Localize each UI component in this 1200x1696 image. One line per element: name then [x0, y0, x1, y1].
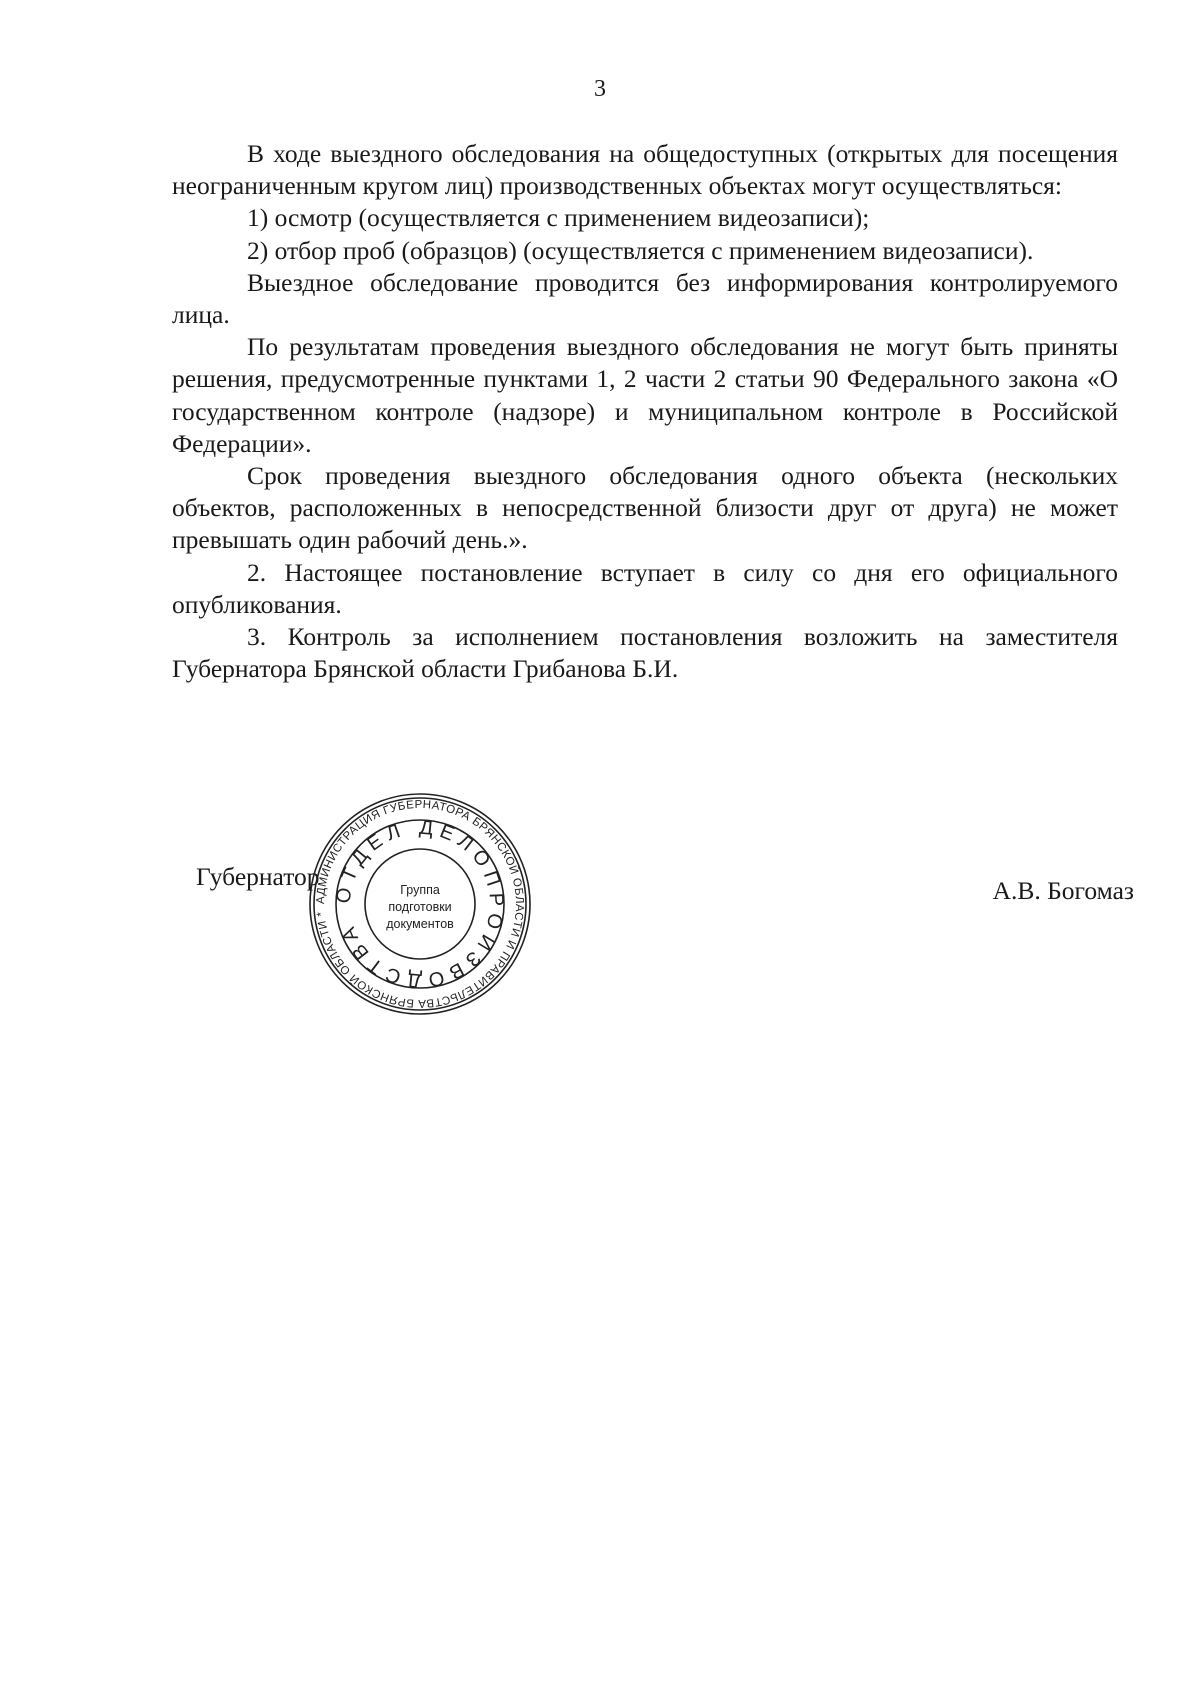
list-item-inspection: 1) осмотр (осуществляется с применением видеозаписи);: [247, 203, 870, 233]
stamp-center-line-3: документов: [386, 917, 454, 931]
stamp-center-line-1: Группа: [400, 883, 440, 897]
paragraph-decisions: По результатам проведения выездного обследования не могут быть приняты решения, предусмотренные пунктами 1, 2 части 2 статьи 90 Федерального закона «О государственном контроле (надзоре) и муниципальном контроле в Российской Федерации».: [172, 332, 1118, 458]
paragraph-effective-date: 2. Настоящее постановление вступает в силу со дня его официального опубликования.: [172, 557, 1118, 619]
signature-title: Губернатор: [196, 862, 320, 891]
stamp-outer-text: АДМИНИСТРАЦИЯ ГУБЕРНАТОРА БРЯНСКОЙ ОБЛАСТИ И ПРАВИТЕЛЬСТВА БРЯНСКОЙ ОБЛАСТИ *: [314, 798, 526, 1010]
paragraph-no-notice: Выездное обследование проводится без информирования контролируемого лица.: [172, 267, 1118, 330]
page-number: 3: [594, 76, 606, 102]
paragraph-intro: В ходе выездного обследования на общедоступных (открытых для посещения неограниченным кругом лиц) производственных объектах могут осуществляться:: [172, 139, 1118, 201]
stamp-center-line-2: подготовки: [388, 900, 452, 914]
official-stamp: [306, 790, 534, 1018]
document-body: [172, 138, 1118, 685]
paragraph-duration: Срок проведения выездного обследования одного объекта (нескольких объектов, расположенных в непосредственной близости друг от друга) не может превышать один рабочий день.».: [172, 461, 1118, 555]
list-item-sampling: 2) отбор проб (образцов) (осуществляется с применением видеозаписи).: [247, 235, 1034, 265]
stamp-middle-text: ОТДЕЛ ДЕЛОПРОИЗВОДСТВА: [332, 816, 508, 992]
paragraph-control: 3. Контроль за исполнением постановления возложить на заместителя Губернатора Брянской области Грибанова Б.И.: [172, 622, 1118, 684]
signature-name: А.В. Богомаз: [992, 876, 1134, 905]
